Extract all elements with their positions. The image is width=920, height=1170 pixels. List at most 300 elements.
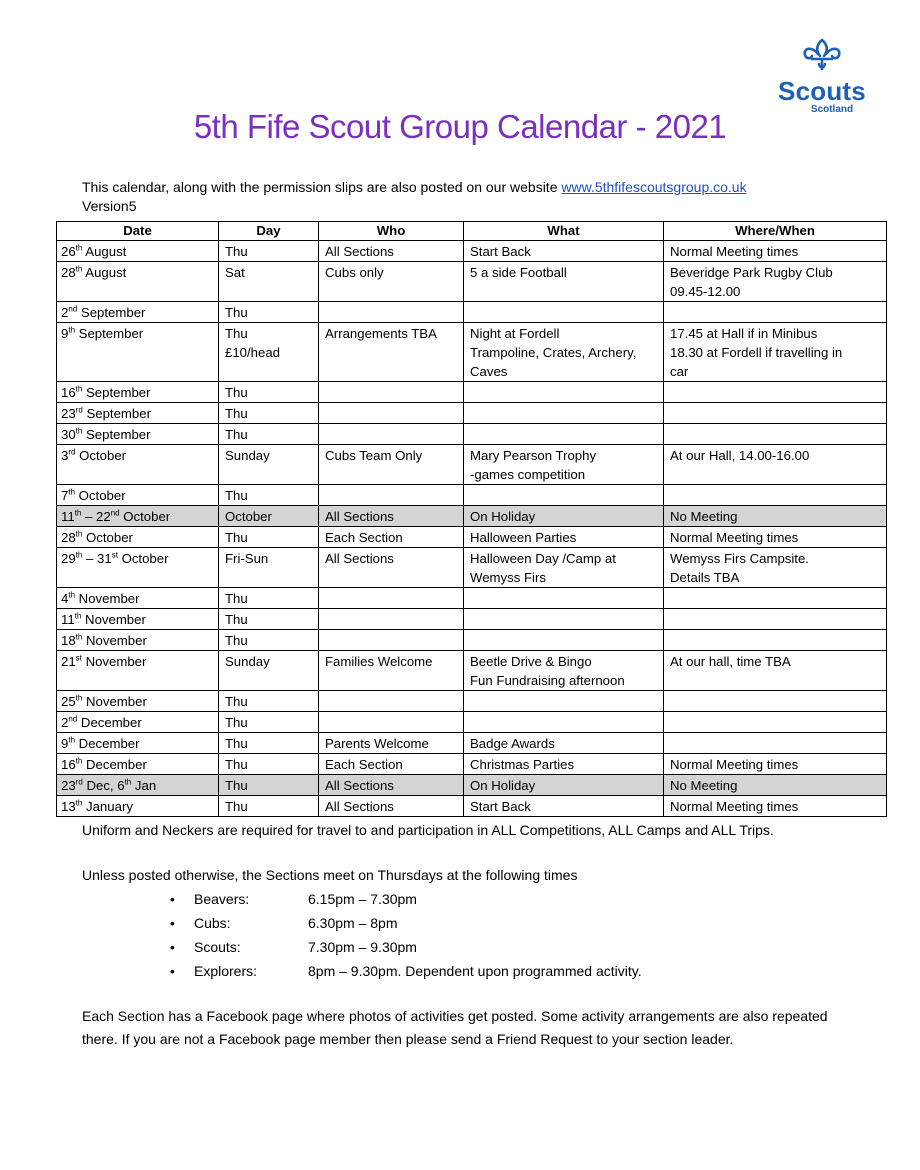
where-cell bbox=[664, 424, 887, 445]
uniform-note: Uniform and Neckers are required for travel to and participation in ALL Competitions, ALL Camps and ALL Trips. bbox=[82, 822, 774, 838]
logo-subtitle: Scotland bbox=[810, 104, 854, 115]
date-text: December bbox=[82, 757, 147, 772]
cell-line: 5 a side Football bbox=[470, 265, 567, 280]
date-ordinal: th bbox=[68, 325, 76, 335]
date-cell bbox=[57, 754, 219, 775]
calendar-table bbox=[56, 221, 887, 817]
cell-line: Families Welcome bbox=[325, 654, 433, 669]
who-cell bbox=[319, 445, 464, 485]
date-ordinal: nd bbox=[110, 508, 120, 518]
cell-line: Normal Meeting times bbox=[670, 530, 799, 545]
cell-line bbox=[670, 383, 880, 402]
date-cell bbox=[57, 424, 219, 445]
date-text: 13 bbox=[61, 799, 76, 814]
cell-line: Thu bbox=[225, 694, 248, 709]
day-cell bbox=[219, 424, 319, 445]
date-ordinal: th bbox=[75, 529, 83, 539]
cell-line bbox=[470, 383, 657, 402]
where-cell bbox=[664, 262, 887, 302]
date-text: November bbox=[75, 591, 140, 606]
day-cell bbox=[219, 382, 319, 403]
cell-line: All Sections bbox=[325, 799, 394, 814]
what-cell bbox=[464, 754, 664, 775]
date-text: November bbox=[81, 612, 146, 627]
day-cell bbox=[219, 651, 319, 691]
header-day: Day bbox=[219, 222, 319, 241]
what-cell bbox=[464, 548, 664, 588]
where-cell bbox=[664, 241, 887, 262]
date-text: 16 bbox=[61, 757, 76, 772]
date-text: December bbox=[75, 736, 140, 751]
date-text: September bbox=[82, 427, 151, 442]
where-cell bbox=[664, 651, 887, 691]
who-cell bbox=[319, 323, 464, 382]
header-what: What bbox=[464, 222, 664, 241]
section-name: Explorers: bbox=[194, 963, 258, 979]
where-cell bbox=[664, 609, 887, 630]
what-cell bbox=[464, 733, 664, 754]
who-cell bbox=[319, 527, 464, 548]
cell-line bbox=[470, 589, 657, 608]
notes-section bbox=[82, 819, 862, 1051]
bullet-icon: • bbox=[170, 915, 175, 931]
scouts-scotland-logo bbox=[772, 36, 872, 116]
cell-line: Thu bbox=[225, 757, 248, 772]
cell-line bbox=[670, 486, 880, 505]
date-cell bbox=[57, 712, 219, 733]
facebook-note: Each Section has a Facebook page where photos of activities get posted. Some activity arrangements are also repeated there. If you are not a Facebook page member then please send a Friend Request to your section leader. bbox=[82, 1008, 828, 1047]
cell-line: Thu bbox=[225, 385, 248, 400]
what-cell bbox=[464, 796, 664, 817]
date-text: September bbox=[75, 326, 144, 341]
date-ordinal: th bbox=[75, 384, 83, 394]
cell-line: Details TBA bbox=[670, 570, 740, 585]
what-cell bbox=[464, 691, 664, 712]
date-text: 30 bbox=[61, 427, 76, 442]
where-cell bbox=[664, 445, 887, 485]
date-cell bbox=[57, 302, 219, 323]
date-cell bbox=[57, 506, 219, 527]
cell-line: £10/head bbox=[225, 345, 281, 360]
cell-line: Christmas Parties bbox=[470, 757, 575, 772]
who-cell bbox=[319, 691, 464, 712]
list-item bbox=[170, 887, 862, 911]
cell-line bbox=[325, 692, 457, 711]
date-cell bbox=[57, 548, 219, 588]
cell-line bbox=[670, 425, 880, 444]
cell-line: Thu bbox=[225, 633, 248, 648]
table-row bbox=[57, 691, 887, 712]
date-text: September bbox=[82, 385, 151, 400]
cell-line bbox=[470, 404, 657, 423]
cell-line bbox=[325, 404, 457, 423]
date-text: 16 bbox=[61, 385, 76, 400]
cell-line bbox=[670, 713, 880, 732]
date-text: November bbox=[82, 694, 147, 709]
cell-line: Sat bbox=[225, 265, 245, 280]
cell-line bbox=[325, 303, 457, 322]
day-cell bbox=[219, 733, 319, 754]
cell-line: Trampoline, Crates, Archery, bbox=[470, 345, 637, 360]
where-cell bbox=[664, 733, 887, 754]
cell-line: Parents Welcome bbox=[325, 736, 429, 751]
where-cell bbox=[664, 754, 887, 775]
where-cell bbox=[664, 712, 887, 733]
cell-line: On Holiday bbox=[470, 509, 536, 524]
cell-line: Start Back bbox=[470, 244, 531, 259]
table-row bbox=[57, 733, 887, 754]
date-ordinal: th bbox=[68, 735, 76, 745]
what-cell bbox=[464, 445, 664, 485]
day-cell bbox=[219, 796, 319, 817]
section-name: Cubs: bbox=[194, 915, 231, 931]
what-cell bbox=[464, 630, 664, 651]
date-ordinal: th bbox=[124, 777, 132, 787]
who-cell bbox=[319, 485, 464, 506]
cell-line: Night at Fordell bbox=[470, 326, 560, 341]
cell-line: Cubs Team Only bbox=[325, 448, 423, 463]
date-ordinal: th bbox=[75, 798, 83, 808]
cell-line: Thu bbox=[225, 715, 248, 730]
cell-line: Each Section bbox=[325, 757, 403, 772]
what-cell bbox=[464, 323, 664, 382]
who-cell bbox=[319, 403, 464, 424]
cell-line: Arrangements TBA bbox=[325, 326, 437, 341]
what-cell bbox=[464, 403, 664, 424]
where-cell bbox=[664, 485, 887, 506]
cell-line: Thu bbox=[225, 591, 248, 606]
day-cell bbox=[219, 323, 319, 382]
version-label: Version5 bbox=[82, 198, 137, 214]
what-cell bbox=[464, 302, 664, 323]
table-row bbox=[57, 609, 887, 630]
bullet-icon: • bbox=[170, 939, 175, 955]
cell-line bbox=[470, 486, 657, 505]
date-ordinal: th bbox=[68, 590, 76, 600]
date-text: 7 bbox=[61, 488, 69, 503]
cell-line bbox=[325, 610, 457, 629]
date-ordinal: th bbox=[75, 550, 83, 560]
day-cell bbox=[219, 712, 319, 733]
date-ordinal: th bbox=[68, 487, 76, 497]
what-cell bbox=[464, 424, 664, 445]
cell-line bbox=[470, 610, 657, 629]
cell-line bbox=[670, 589, 880, 608]
cell-line: Thu bbox=[225, 326, 248, 341]
day-cell bbox=[219, 302, 319, 323]
intro-text bbox=[82, 178, 747, 196]
date-text: August bbox=[82, 265, 127, 280]
table-row bbox=[57, 382, 887, 403]
table-row bbox=[57, 262, 887, 302]
cell-line: Start Back bbox=[470, 799, 531, 814]
date-text: 4 bbox=[61, 591, 69, 606]
date-text: 2 bbox=[61, 305, 69, 320]
date-cell bbox=[57, 775, 219, 796]
day-cell bbox=[219, 754, 319, 775]
cell-line: Thu bbox=[225, 778, 248, 793]
table-row bbox=[57, 548, 887, 588]
date-cell bbox=[57, 527, 219, 548]
cell-line: -games competition bbox=[470, 467, 586, 482]
who-cell bbox=[319, 609, 464, 630]
table-row bbox=[57, 775, 887, 796]
table-header-row bbox=[57, 222, 887, 241]
who-cell bbox=[319, 630, 464, 651]
table-row bbox=[57, 403, 887, 424]
day-cell bbox=[219, 630, 319, 651]
cell-line bbox=[670, 734, 880, 753]
date-cell bbox=[57, 241, 219, 262]
where-cell bbox=[664, 527, 887, 548]
what-cell bbox=[464, 506, 664, 527]
who-cell bbox=[319, 302, 464, 323]
cell-line bbox=[325, 486, 457, 505]
cell-line: Mary Pearson Trophy bbox=[470, 448, 597, 463]
cell-line: Thu bbox=[225, 427, 248, 442]
cell-line: Thu bbox=[225, 530, 248, 545]
table-row bbox=[57, 588, 887, 609]
date-ordinal: nd bbox=[68, 714, 78, 724]
cell-line: Thu bbox=[225, 799, 248, 814]
where-cell bbox=[664, 796, 887, 817]
table-row bbox=[57, 424, 887, 445]
date-text: 23 bbox=[61, 406, 76, 421]
cell-line: Wemyss Firs bbox=[470, 570, 546, 585]
cell-line: Thu bbox=[225, 612, 248, 627]
cell-line bbox=[470, 303, 657, 322]
where-cell bbox=[664, 506, 887, 527]
cell-line: 18.30 at Fordell if travelling in bbox=[670, 345, 843, 360]
cell-line: No Meeting bbox=[670, 509, 738, 524]
date-text: 28 bbox=[61, 530, 76, 545]
date-cell bbox=[57, 262, 219, 302]
date-ordinal: th bbox=[75, 756, 83, 766]
what-cell bbox=[464, 588, 664, 609]
cell-line: Thu bbox=[225, 244, 248, 259]
day-cell bbox=[219, 588, 319, 609]
cell-line: Normal Meeting times bbox=[670, 244, 799, 259]
cell-line: 17.45 at Hall if in Minibus bbox=[670, 326, 818, 341]
where-cell bbox=[664, 588, 887, 609]
cell-line bbox=[325, 631, 457, 650]
cell-line: car bbox=[670, 364, 689, 379]
cell-line bbox=[325, 383, 457, 402]
cell-line: Thu bbox=[225, 736, 248, 751]
cell-line: 09.45-12.00 bbox=[670, 284, 741, 299]
what-cell bbox=[464, 262, 664, 302]
cell-line: Wemyss Firs Campsite. bbox=[670, 551, 809, 566]
date-text: 25 bbox=[61, 694, 76, 709]
cell-line: Sunday bbox=[225, 448, 270, 463]
cell-line: Cubs only bbox=[325, 265, 384, 280]
table-row bbox=[57, 241, 887, 262]
date-text: 23 bbox=[61, 778, 76, 793]
date-text: November bbox=[81, 654, 147, 669]
cell-line bbox=[670, 610, 880, 629]
date-cell bbox=[57, 588, 219, 609]
section-time: 6.30pm – 8pm bbox=[308, 915, 398, 931]
who-cell bbox=[319, 775, 464, 796]
date-text: 21 bbox=[61, 654, 76, 669]
list-item bbox=[170, 959, 862, 983]
where-cell bbox=[664, 323, 887, 382]
section-time: 6.15pm – 7.30pm bbox=[308, 891, 417, 907]
header-where-when: Where/When bbox=[664, 222, 887, 241]
date-text: August bbox=[82, 244, 127, 259]
cell-line: Badge Awards bbox=[470, 736, 555, 751]
cell-line: All Sections bbox=[325, 244, 394, 259]
date-text: Dec, 6 bbox=[82, 778, 125, 793]
cell-line bbox=[470, 425, 657, 444]
who-cell bbox=[319, 382, 464, 403]
cell-line bbox=[670, 631, 880, 650]
cell-line: All Sections bbox=[325, 778, 394, 793]
date-cell bbox=[57, 630, 219, 651]
day-cell bbox=[219, 506, 319, 527]
cell-line: Sunday bbox=[225, 654, 270, 669]
cell-line bbox=[325, 713, 457, 732]
cell-line: Fri-Sun bbox=[225, 551, 269, 566]
logo-wordmark: Scouts bbox=[778, 76, 866, 106]
section-name: Scouts: bbox=[194, 939, 241, 955]
cell-line: Thu bbox=[225, 305, 248, 320]
date-ordinal: th bbox=[75, 426, 83, 436]
cell-line bbox=[325, 589, 457, 608]
table-row bbox=[57, 754, 887, 775]
date-text: October bbox=[117, 551, 169, 566]
date-text: November bbox=[82, 633, 147, 648]
fleur-de-lis-icon bbox=[799, 36, 845, 76]
who-cell bbox=[319, 796, 464, 817]
cell-line bbox=[670, 692, 880, 711]
what-cell bbox=[464, 712, 664, 733]
date-cell bbox=[57, 403, 219, 424]
date-text: December bbox=[77, 715, 142, 730]
cell-line bbox=[670, 303, 880, 322]
day-cell bbox=[219, 403, 319, 424]
who-cell bbox=[319, 588, 464, 609]
date-text: 9 bbox=[61, 326, 69, 341]
date-ordinal: th bbox=[75, 632, 83, 642]
cell-line: Halloween Day /Camp at bbox=[470, 551, 616, 566]
bullet-icon: • bbox=[170, 963, 175, 979]
table-row bbox=[57, 506, 887, 527]
where-cell bbox=[664, 691, 887, 712]
date-text: 18 bbox=[61, 633, 76, 648]
table-row bbox=[57, 712, 887, 733]
date-ordinal: st bbox=[75, 653, 82, 663]
date-text: October bbox=[119, 509, 171, 524]
who-cell bbox=[319, 241, 464, 262]
list-item bbox=[170, 911, 862, 935]
date-text: 29 bbox=[61, 551, 76, 566]
cell-line: On Holiday bbox=[470, 778, 536, 793]
date-ordinal: st bbox=[111, 550, 118, 560]
cell-line bbox=[470, 692, 657, 711]
day-cell bbox=[219, 691, 319, 712]
what-cell bbox=[464, 485, 664, 506]
date-cell bbox=[57, 382, 219, 403]
date-text: – 22 bbox=[81, 509, 111, 524]
cell-line: All Sections bbox=[325, 551, 394, 566]
cell-line: Fun Fundraising afternoon bbox=[470, 673, 625, 688]
cell-line: October bbox=[225, 509, 272, 524]
calendar-body bbox=[57, 241, 887, 817]
cell-line bbox=[470, 631, 657, 650]
table-row bbox=[57, 796, 887, 817]
where-cell bbox=[664, 403, 887, 424]
table-row bbox=[57, 630, 887, 651]
date-text: October bbox=[75, 488, 126, 503]
who-cell bbox=[319, 424, 464, 445]
day-cell bbox=[219, 548, 319, 588]
date-text: October bbox=[82, 530, 133, 545]
date-text: 28 bbox=[61, 265, 76, 280]
cell-line bbox=[325, 425, 457, 444]
date-text: September bbox=[77, 305, 146, 320]
date-cell bbox=[57, 323, 219, 382]
day-cell bbox=[219, 609, 319, 630]
date-ordinal: th bbox=[75, 693, 83, 703]
date-text: September bbox=[82, 406, 151, 421]
section-name: Beavers: bbox=[194, 891, 250, 907]
date-cell bbox=[57, 609, 219, 630]
day-cell bbox=[219, 262, 319, 302]
day-cell bbox=[219, 775, 319, 796]
day-cell bbox=[219, 485, 319, 506]
date-cell bbox=[57, 651, 219, 691]
table-row bbox=[57, 323, 887, 382]
header-date: Date bbox=[57, 222, 219, 241]
who-cell bbox=[319, 506, 464, 527]
what-cell bbox=[464, 382, 664, 403]
who-cell bbox=[319, 733, 464, 754]
date-text: January bbox=[82, 799, 133, 814]
date-cell bbox=[57, 733, 219, 754]
date-text: 26 bbox=[61, 244, 76, 259]
cell-line: Each Section bbox=[325, 530, 403, 545]
bullet-icon: • bbox=[170, 891, 175, 907]
date-ordinal: th bbox=[75, 264, 83, 274]
cell-line: At our Hall, 14.00-16.00 bbox=[670, 448, 810, 463]
day-cell bbox=[219, 445, 319, 485]
cell-line: Beetle Drive & Bingo bbox=[470, 654, 592, 669]
date-text: Jan bbox=[131, 778, 157, 793]
date-ordinal: rd bbox=[68, 447, 76, 457]
where-cell bbox=[664, 382, 887, 403]
who-cell bbox=[319, 548, 464, 588]
cell-line: Thu bbox=[225, 406, 248, 421]
what-cell bbox=[464, 651, 664, 691]
where-cell bbox=[664, 548, 887, 588]
date-text: 9 bbox=[61, 736, 69, 751]
date-cell bbox=[57, 691, 219, 712]
date-cell bbox=[57, 485, 219, 506]
table-row bbox=[57, 302, 887, 323]
day-cell bbox=[219, 527, 319, 548]
website-link[interactable]: www.5thfifescoutsgroup.co.uk bbox=[561, 179, 747, 195]
what-cell bbox=[464, 527, 664, 548]
date-ordinal: rd bbox=[75, 405, 83, 415]
list-item bbox=[170, 935, 862, 959]
cell-line: All Sections bbox=[325, 509, 394, 524]
who-cell bbox=[319, 651, 464, 691]
date-text: 11 bbox=[61, 612, 75, 627]
header-who: Who bbox=[319, 222, 464, 241]
date-text: 2 bbox=[61, 715, 69, 730]
table-row bbox=[57, 651, 887, 691]
